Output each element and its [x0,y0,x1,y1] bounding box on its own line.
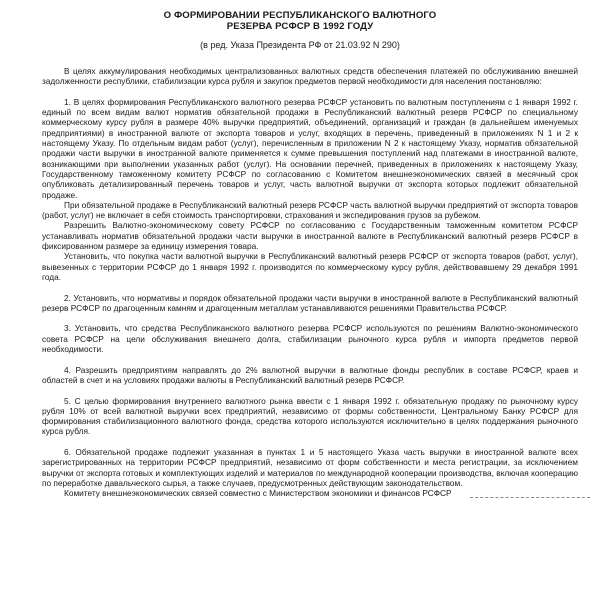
document-title [0,10,600,32]
paragraph-4: 4. Разрешить предприятиям направлять до 2% валютной выручки в валютные фонды республик в составе РСФСР, краев и областей в счет и на условиях продажи валюты в Республиканский валютный резерв РСФСР. [42,364,578,385]
paragraph-6: 6. Обязательной продаже подлежит указанная в пунктах 1 и 5 настоящего Указа часть выручки в иностранной валюте всех зарегистрированных на территории РСФСР предприятий, независимо от форм собственности и места регистрации, за исключением выручки от экспорта готовых и комплектующих изделий и материалов по международной кооперации производства, включая кооперацию по переработке давальческого сырья, а также случаев, предусмотренных действующим законодательством. [42,446,578,488]
paragraph-1-old-rate: Установить, что покупка части валютной выручки в Республиканский валютный резерв РСФСР от экспорта товаров (работ, услуг), вывезенных с территории РСФСР до 1 января 1992 г. производится по коммерческому курсу рубля, действовавшему 29 декабря 1991 года. [42,251,578,282]
paragraph-1-transport: При обязательной продаже в Республиканский валютный резерв РСФСР часть валютной выручки предприятий от экспорта товаров (работ, услуг) не включает в себя стоимость транспортировки, страхования и экспедирования грузов за рубежом. [42,199,578,221]
document-subtitle: (в ред. Указа Президента РФ от 21.03.92 N 290) [200,40,400,50]
title-line-1: О ФОРМИРОВАНИИ РЕСПУБЛИКАНСКОГО ВАЛЮТНОГО [163,10,437,21]
title-line-2: РЕЗЕРВА РСФСР В 1992 ГОДУ [226,21,374,32]
paragraph-2: 2. Установить, что нормативы и порядок обязательной продажи части выручки в иностранной валюте в Республиканский валютный резерв РСФСР по драгоценным камням и драгоценным металлам устанавливаются решениями Правительства РСФСР. [42,292,578,313]
paragraph-3: 3. Установить, что средства Республиканского валютного резерва РСФСР используются по решениям Валютно-экономического совета РСФСР на цели обслуживания внешнего долга, стабилизации рыночного курса рубля и импорта предметов первой необходимости. [42,323,578,355]
paragraph-1: 1. В целях формирования Республиканского валютного резерва РСФСР установить по валютным поступлениям с 1 января 1992 г. единый по всем видам валют норматив обязательной продажи в Республиканский валютный резерв РСФСР по специальному коммерческому курсу рубля в размере 40% выручки предприятий, объединений, организаций и граждан (в дальнейшем именуемых предприятиями) в иностранной валюте от экспорта товаров и услуг, входящих в перечень, приведенный в приложениях N 1 и 2 к настоящему Указу. По отдельным видам работ (услуг), перечисленным в приложении N 2 к настоящему Указу, норматив обязательной продажи части выручки в иностранной валюте применяется к сумме превышения поступлений над платежами в иностранной валюте, возникающими при выполнении указанных работ (услуг). На основании перечней, приведенных в приложениях к настоящему Указу, Государственному таможенному комитету РСФСР по согласованию с Комитетом внешнеэкономических связей в месячный срок опубликовать детализированный перечень товаров и услуг, часть валютной выручки от экспорта которых подлежит обязательной продаже. [42,96,578,200]
scan-artifact-line [470,497,590,498]
paragraph-6-committee: Комитету внешнеэкономических связей совместно с Министерством экономики и финансов РСФСР [64,488,452,499]
preamble-paragraph: В целях аккумулирования необходимых централизованных валютных средств обеспечения платежей по обслуживанию внешней задолженности республики, стабилизации курса рубля и закупок предметов первой необходимости для населения постановляю: [42,66,578,87]
document-body [42,66,578,498]
paragraph-1-fixed-norm: Разрешить Валютно-экономическому совету РСФСР по согласованию с Государственным таможенным комитетом РСФСР устанавливать норматив обязательной продажи части выручки в иностранной валюте в Республиканский валютный резерв РСФСР в фиксированном размере за единицу измерения товара. [42,220,578,252]
paragraph-5: 5. С целью формирования внутреннего валютного рынка ввести с 1 января 1992 г. обязательную продажу по рыночному курсу рубля 10% от всей валютной выручки всех предприятий, независимо от формы собственности, Центральному Банку РСФСР для формирования стабилизационного валютного фонда, средства которого используются исключительно в целях поддержания рыночного курса рубля. [42,395,578,437]
